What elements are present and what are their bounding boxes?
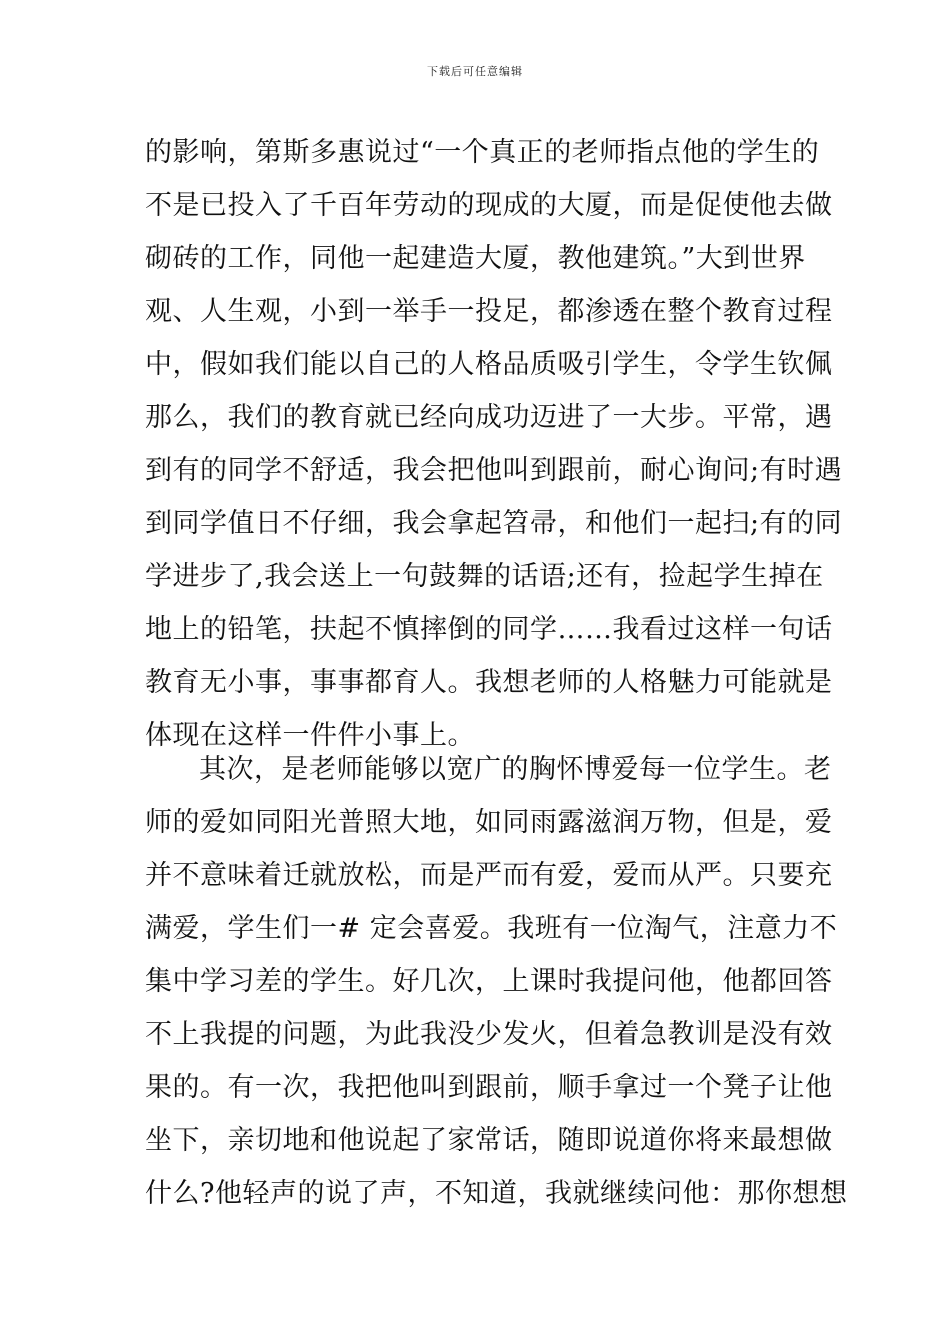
paragraph-2: [145, 743, 848, 1220]
text-line: 到有的同学不舒适，我会把他叫到跟前，耐心询问;有时遇: [145, 455, 843, 486]
text-line: 满爱，学生们一# 定会喜爱。我班有一位淘气，注意力不: [145, 913, 838, 944]
text-line: 其次，是老师能够以宽广的胸怀博爱每一位学生。老: [199, 754, 832, 785]
text-line: 不上我提的问题，为此我没少发火，但着急教训是没有效: [145, 1019, 833, 1050]
text-line: 教育无小事，事事都育人。我想老师的人格魅力可能就是: [145, 667, 833, 698]
text-line: 到同学值日不仔细，我会拿起笤帚，和他们一起扫;有的同: [145, 508, 843, 539]
paragraph-1: [145, 126, 843, 762]
text-line: 学进步了,我会送上一句鼓舞的话语;还有，捡起学生掉在: [145, 561, 824, 592]
text-line: 体现在这样一件件小事上。: [145, 720, 475, 751]
text-line: 并不意味着迁就放松，而是严而有爱，爱而从严。只要充: [145, 860, 833, 891]
page-header: 下载后可任意编辑: [427, 65, 523, 78]
text-line: 果的。有一次，我把他叫到跟前，顺手拿过一个凳子让他: [145, 1072, 833, 1103]
text-line: 集中学习差的学生。好几次，上课时我提问他，他都回答: [145, 966, 833, 997]
text-line: 中，假如我们能以自己的人格品质吸引学生，令学生钦佩: [145, 349, 833, 380]
text-line: 地上的铅笔，扶起不慎摔倒的同学……我看过这样一句话: [145, 614, 833, 645]
text-line: 的影响，第斯多惠说过“一个真正的老师指点他的学生的: [145, 137, 820, 168]
text-line: 那么，我们的教育就已经向成功迈进了一大步。平常，遇: [145, 402, 833, 433]
text-line: 坐下，亲切地和他说起了家常话，随即说道你将来最想做: [145, 1125, 833, 1156]
text-line: 什么?他轻声的说了声，不知道，我就继续问他：那你想想: [145, 1178, 848, 1209]
text-line: 师的爱如同阳光普照大地，如同雨露滋润万物，但是，爱: [145, 807, 833, 838]
text-line: 砌砖的工作，同他一起建造大厦，教他建筑。”大到世界: [145, 243, 806, 274]
text-line: 观、人生观，小到一举手一投足，都渗透在整个教育过程: [145, 296, 833, 327]
text-line: 不是已投入了千百年劳动的现成的大厦，而是促使他去做: [145, 190, 833, 221]
